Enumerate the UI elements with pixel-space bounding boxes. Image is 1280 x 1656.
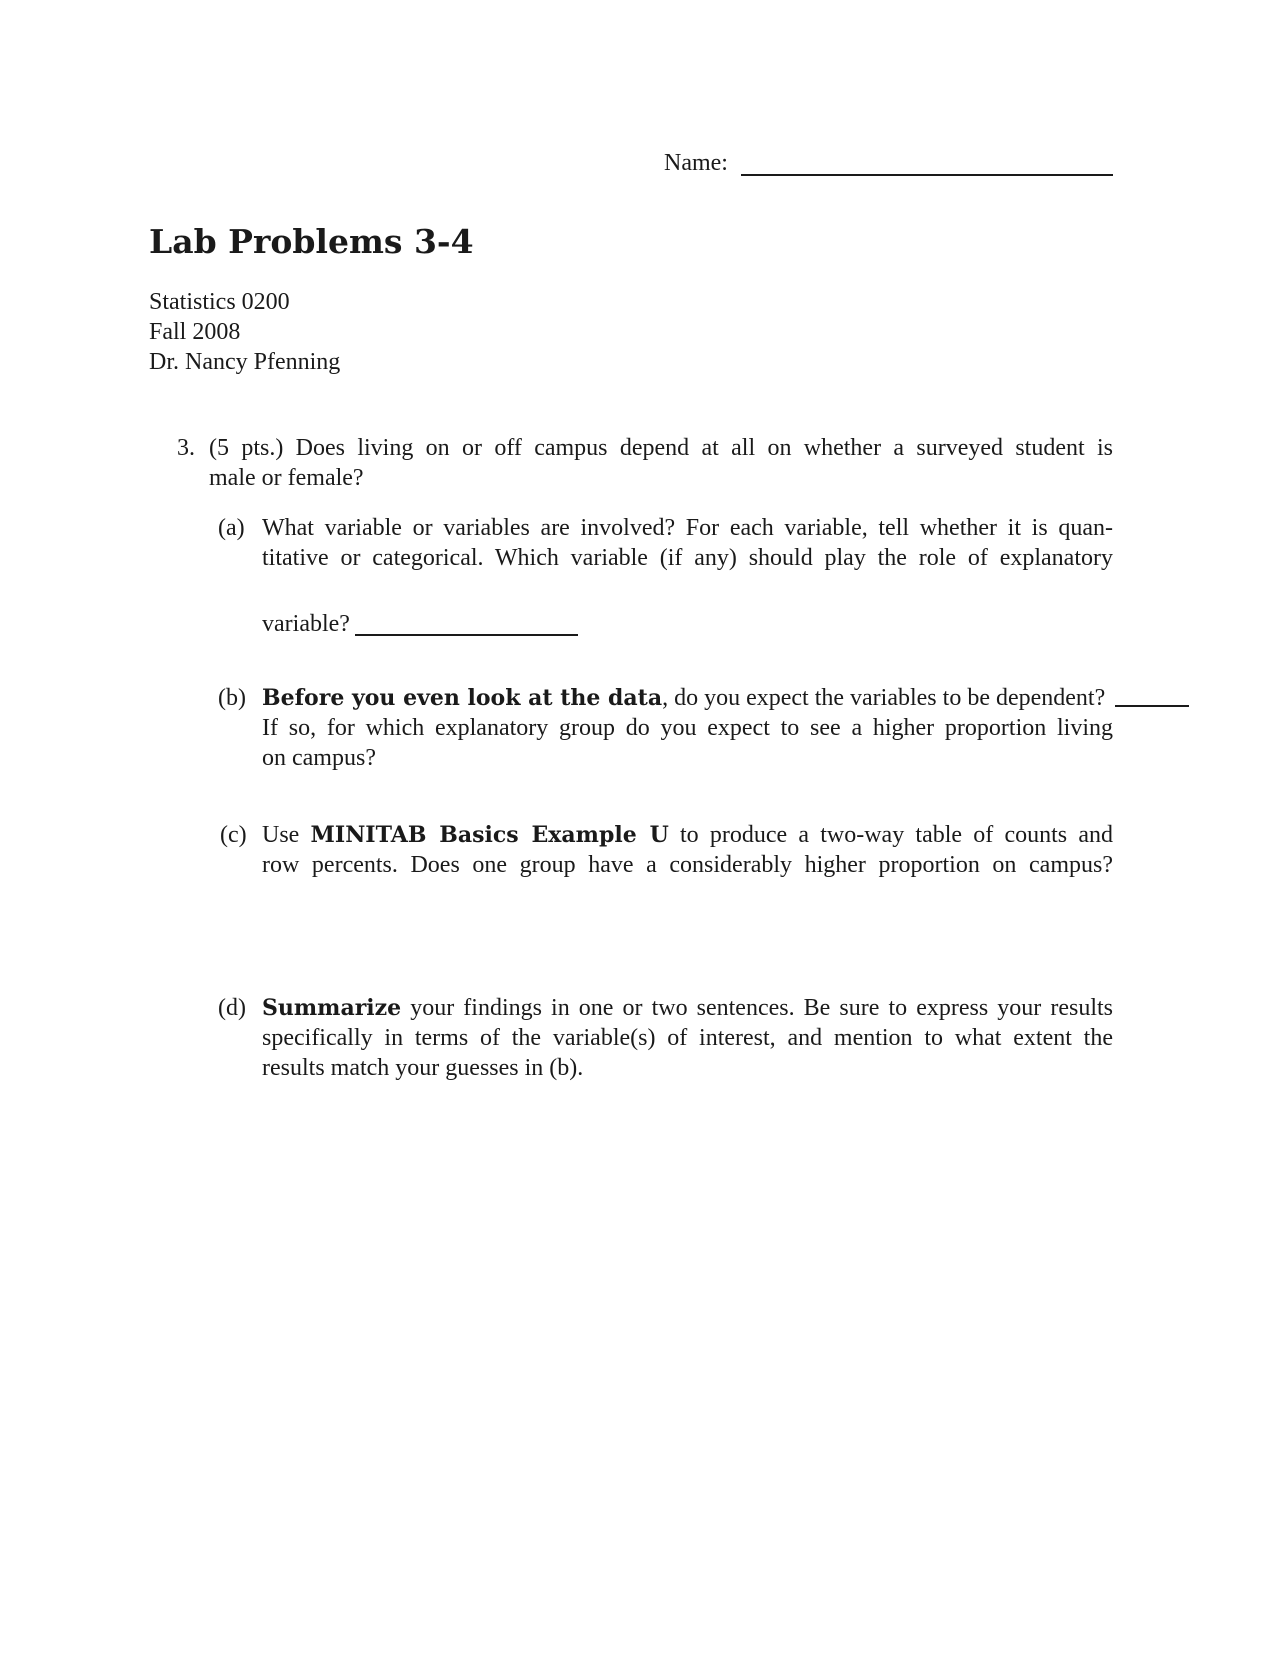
part-b-answer-blank[interactable] bbox=[1115, 705, 1189, 707]
page-title: Lab Problems 3-4 bbox=[149, 222, 474, 261]
part-b-line-3: on campus? bbox=[262, 745, 376, 771]
part-a-answer-blank[interactable] bbox=[355, 634, 578, 636]
part-a-line-1: What variable or variables are involved? For each variable, tell whether it is quan- bbox=[262, 515, 1113, 541]
part-d-bold-text: Summarize bbox=[262, 995, 402, 1021]
problem-3-text-1: Does living on or off campus depend at all on whether a surveyed student is bbox=[295, 435, 1114, 461]
name-label: Name: bbox=[664, 150, 728, 176]
part-a-line-2: titative or categorical. Which variable (if any) should play the role of explanatory bbox=[262, 545, 1113, 571]
problem-points: (5 pts.) bbox=[209, 435, 284, 461]
part-b-bold-text: Before you even look at the data bbox=[262, 685, 663, 711]
part-c-pre-text: Use bbox=[262, 822, 300, 848]
part-c-line-1 bbox=[262, 820, 1113, 850]
part-d-line-1 bbox=[262, 993, 1113, 1023]
part-a-line-3: variable? bbox=[262, 611, 350, 637]
part-c-label: (c) bbox=[220, 822, 247, 848]
part-a-label: (a) bbox=[218, 515, 245, 541]
part-d-line-3: results match your guesses in (b). bbox=[262, 1055, 584, 1081]
course-term: Fall 2008 bbox=[149, 319, 241, 345]
part-b-line-1 bbox=[262, 683, 1105, 713]
instructor: Dr. Nancy Pfenning bbox=[149, 349, 341, 375]
problem-3-line-2: male or female? bbox=[209, 465, 364, 491]
part-c-text-1: to produce a two-way table of counts and bbox=[679, 822, 1114, 848]
part-b-label: (b) bbox=[218, 685, 246, 711]
part-c-bold-text: MINITAB Basics Example U bbox=[310, 822, 669, 848]
part-d-label: (d) bbox=[218, 995, 246, 1021]
part-c-line-2: row percents. Does one group have a considerably higher proportion on campus? bbox=[262, 852, 1113, 878]
part-d-line-2: specifically in terms of the variable(s) of interest, and mention to what extent the bbox=[262, 1025, 1113, 1051]
part-d-text-1: your findings in one or two sentences. Be sure to express your results bbox=[410, 995, 1113, 1021]
name-blank-line[interactable] bbox=[741, 174, 1113, 176]
course-name: Statistics 0200 bbox=[149, 289, 290, 315]
problem-3-line-1 bbox=[209, 433, 1113, 463]
problem-number: 3. bbox=[177, 435, 195, 461]
part-b-text-1: , do you expect the variables to be dependent? bbox=[662, 685, 1106, 711]
part-b-line-2: If so, for which explanatory group do you expect to see a higher proportion living bbox=[262, 715, 1113, 741]
